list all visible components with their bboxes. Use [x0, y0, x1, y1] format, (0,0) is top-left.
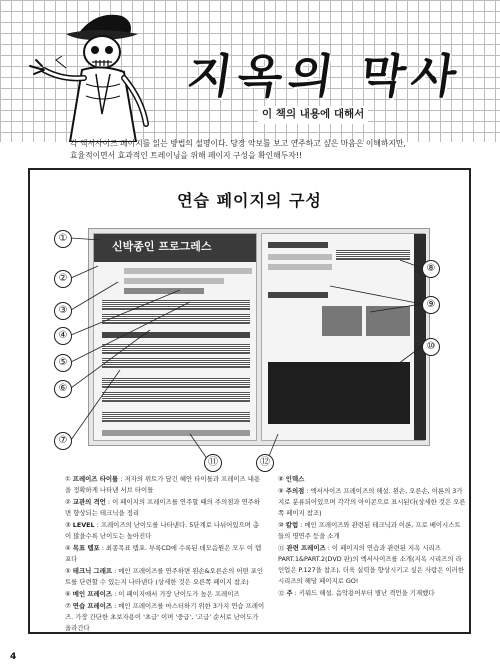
legend-item: ⑨ 주의점 : 엑서사이즈 프레이즈의 해설. 왼손, 오른손, 이론의 3가지로 분류되어있으며 각각의 아이콘으로 표시된다(상세한 것은 오른쪽 페이지 참조) — [278, 487, 466, 517]
page-number: 4 — [10, 652, 17, 662]
callout-7: ⑦ — [54, 432, 72, 450]
callout-12: ⑫ — [256, 454, 274, 472]
legend-item: ③ LEVEL : 프레이즈의 난이도를 나타낸다. 5단계로 나뉘어있으며 총이 많을수록 난이도는 높아진다 — [65, 521, 260, 540]
legend-item: ⑫ 주 : 키워드 해설. 음악용어부터 별난 격언을 기재했다 — [278, 589, 435, 597]
sample-left-page — [93, 233, 257, 441]
intro-paragraph — [70, 138, 490, 162]
callout-8: ⑧ — [422, 260, 440, 278]
callout-11: ⑪ — [204, 454, 222, 472]
callout-10: ⑩ — [422, 338, 440, 356]
sample-tempo-row — [124, 288, 204, 294]
callout-4: ④ — [54, 327, 72, 345]
callout-5: ⑤ — [54, 354, 72, 372]
sample-practice-header — [102, 332, 250, 338]
sample-practice-staff-5 — [102, 412, 250, 422]
page-title: 지옥의 막사 — [183, 49, 466, 103]
legend-item: ② 교관의 격언 : 이 페이지의 프레이즈를 연주할 때의 주의점과 연주하면 향상되는 테크닉을 정리 — [65, 498, 261, 517]
callout-9: ⑨ — [422, 296, 440, 314]
sample-practice-staff-2 — [102, 358, 250, 368]
sample-drill-sergeant-note — [124, 268, 252, 274]
sample-column-panel — [268, 362, 410, 424]
sample-banner-text: 신박종인 프로그레스 — [112, 240, 212, 253]
callout-6: ⑥ — [54, 380, 72, 398]
skeleton-soldier-illustration — [26, 4, 176, 142]
legend-item: ⑥ 메인 프레이즈 : 이 페이지에서 가장 난이도가 높은 프레이즈 — [65, 590, 240, 598]
legend-item: ④ 목표 템포 : 최종목표 템포. 부록CD에 수록된 데모음원은 모두 이 템포다 — [65, 544, 262, 563]
sample-phrase-title-banner — [94, 234, 256, 262]
layout-box-title: 연습 페이지의 구성 — [177, 191, 322, 210]
sample-right-page — [261, 233, 425, 441]
sample-practice-staff-1 — [102, 344, 250, 354]
legend-item: ⑤ 테크닉 그래프 : 메인 프레이즈를 연주하면 왼손&오른손의 어떤 포인트를 단련할 수 있는지 나타낸다 (상세한 것은 오른쪽 페이지 참조) — [65, 567, 264, 586]
sample-main-phrase-staff-2 — [102, 314, 250, 324]
sample-main-phrase-staff-1 — [102, 300, 250, 310]
sample-tip-header-2 — [268, 292, 328, 298]
sample-tip-header-1 — [268, 242, 328, 248]
intro-line-2: 효율적이면서 효과적인 트레이닝을 위해 페이지 구성을 확인해두자!! — [70, 151, 303, 160]
legend-item: ⑪ 관련 프레이즈 : 이 페이지의 연습과 관련된 지옥 시리즈 PART.1&PART.2(DVD 판)의 엑서사이즈를 소개(지옥 시리즈의 라인업은 P.127을 참조). 더욱 실력을 향상시키고 싶은 사람은 이러한 시리즈의 해당 페이지로 GO! — [278, 544, 465, 585]
legend-left-column — [65, 474, 265, 635]
page-subtitle: 이 책의 내용에 대해서 — [258, 106, 368, 124]
legend-item: ⑩ 칼럼 : 메인 프레이즈와 관련된 테크닉과 이론, 프로 베이시스트들의 명연주 등을 소개 — [278, 521, 461, 540]
sample-hand-photo-1 — [322, 306, 362, 336]
legend-item: ⑦ 연습 프레이즈 : 메인 프레이즈를 마스터하기 위한 3가지 연습 프레이즈. 가장 간단한 초보자용이 '초급' 이며 '중급', '고급' 순서로 난이도가 올라간다 — [65, 602, 265, 632]
sample-page-spread — [88, 228, 430, 446]
intro-line-1: 각 엑서사이즈 페이지를 읽는 방법의 설명이다. 당장 악보를 보고 연주하고 싶은 마음은 이해하지만, — [70, 139, 406, 148]
legend-right-column — [278, 474, 466, 600]
legend-item: ⑧ 인덱스 — [278, 475, 305, 483]
sample-tip-text-1 — [268, 254, 332, 260]
sample-level-row — [124, 278, 224, 284]
practice-page-layout-box — [28, 168, 471, 634]
sample-tip-text-2 — [268, 264, 332, 270]
sample-practice-staff-3 — [102, 378, 250, 388]
legend-item: ① 프레이즈 타이틀 : 저자의 위트가 담긴 혜안 타이틀과 프레이즈 내용을 정확하게 나타낸 서브 타이틀 — [65, 475, 261, 494]
sample-related-phrase — [102, 430, 250, 436]
sample-practice-staff-4 — [102, 392, 250, 402]
sample-tip-staff — [336, 250, 410, 260]
callout-2: ② — [54, 270, 72, 288]
sample-hand-photo-2 — [366, 306, 410, 336]
callout-3: ③ — [54, 302, 72, 320]
callout-1: ① — [54, 230, 72, 248]
